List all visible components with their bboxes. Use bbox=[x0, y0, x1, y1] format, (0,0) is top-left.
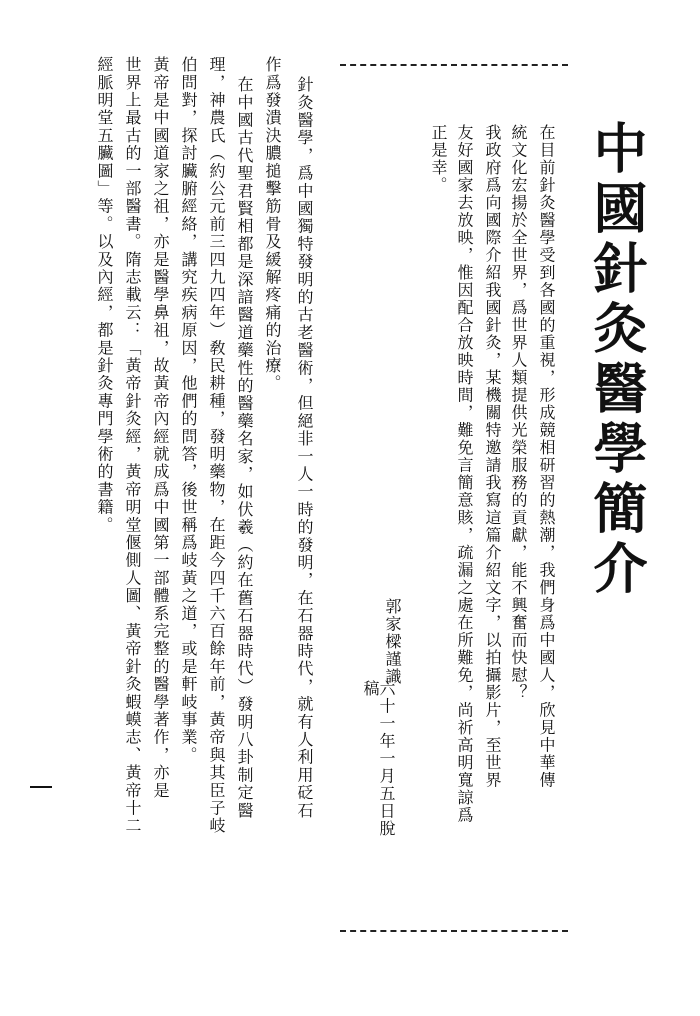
preface-line-4: 友好國家去放映，惟因配合放映時間，難免言簡意賅，疏漏之處在所難免，尚祈高明寬諒爲 bbox=[455, 124, 474, 824]
page-number bbox=[30, 774, 54, 809]
body-line-5: 伯問對，探討臟腑經絡，講究疾病原因，他們的問答，後世稱爲岐黃之道，或是軒岐事業。 bbox=[179, 56, 198, 764]
body-line-1: 針灸醫學，爲中國獨特發明的古老醫術，但絕非一人一時的發明，在石器時代，就有人利用砭石 bbox=[295, 76, 314, 820]
body-line-6: 黃帝是中國道家之祖，亦是醫學鼻祖，故黃帝內經就成爲中國第一部體系完整的醫學著作，亦是 bbox=[151, 56, 170, 800]
body-line-2: 作爲發潰決膿搥擊筋骨及緩解疼痛的治療。 bbox=[263, 56, 282, 393]
body-line-8: 經脈明堂五臟圖」等。以及內經，都是針灸專門學術的書籍。 bbox=[95, 56, 114, 534]
page-title: 中國針灸醫學簡介 bbox=[585, 120, 649, 600]
top-divider bbox=[340, 64, 568, 66]
body-line-4: 理，神農氏（約公元前三四九四年）敎民耕種，發明藥物，在距今四千六百餘年前，黃帝與其臣子岐 bbox=[207, 56, 226, 835]
preface-line-1: 在目前針灸醫學受到各國的重視，形成競相研習的熱潮，我們身爲中國人，欣見中華傳 bbox=[537, 124, 556, 789]
preface-line-5: 正是幸。 bbox=[429, 124, 448, 194]
preface-date: 六十一年一月五日脫稿 bbox=[361, 680, 396, 838]
preface-line-3: 我政府爲向國際介紹我國針灸，某機關特邀請我寫這篇介紹文字，以拍攝影片，至世界 bbox=[483, 124, 502, 789]
preface-author: 郭家樑謹識 bbox=[383, 598, 402, 686]
body-line-7: 世界上最古的一部醫書。隋志載云：「黃帝針灸經，黃帝明堂偃側人圖、黃帝針灸蝦蟆志、黃帝十二 bbox=[123, 56, 142, 835]
preface-line-2: 統文化宏揚於全世界，爲世界人類提供光榮服務的貢獻，能不興奮而快慰？ bbox=[509, 124, 528, 702]
bottom-divider bbox=[340, 930, 568, 932]
body-line-3: 在中國古代聖君賢相都是深諳醫道藥性的醫藥名家，如伏羲（約在舊石器時代）發明八卦制定醫 bbox=[235, 76, 254, 820]
